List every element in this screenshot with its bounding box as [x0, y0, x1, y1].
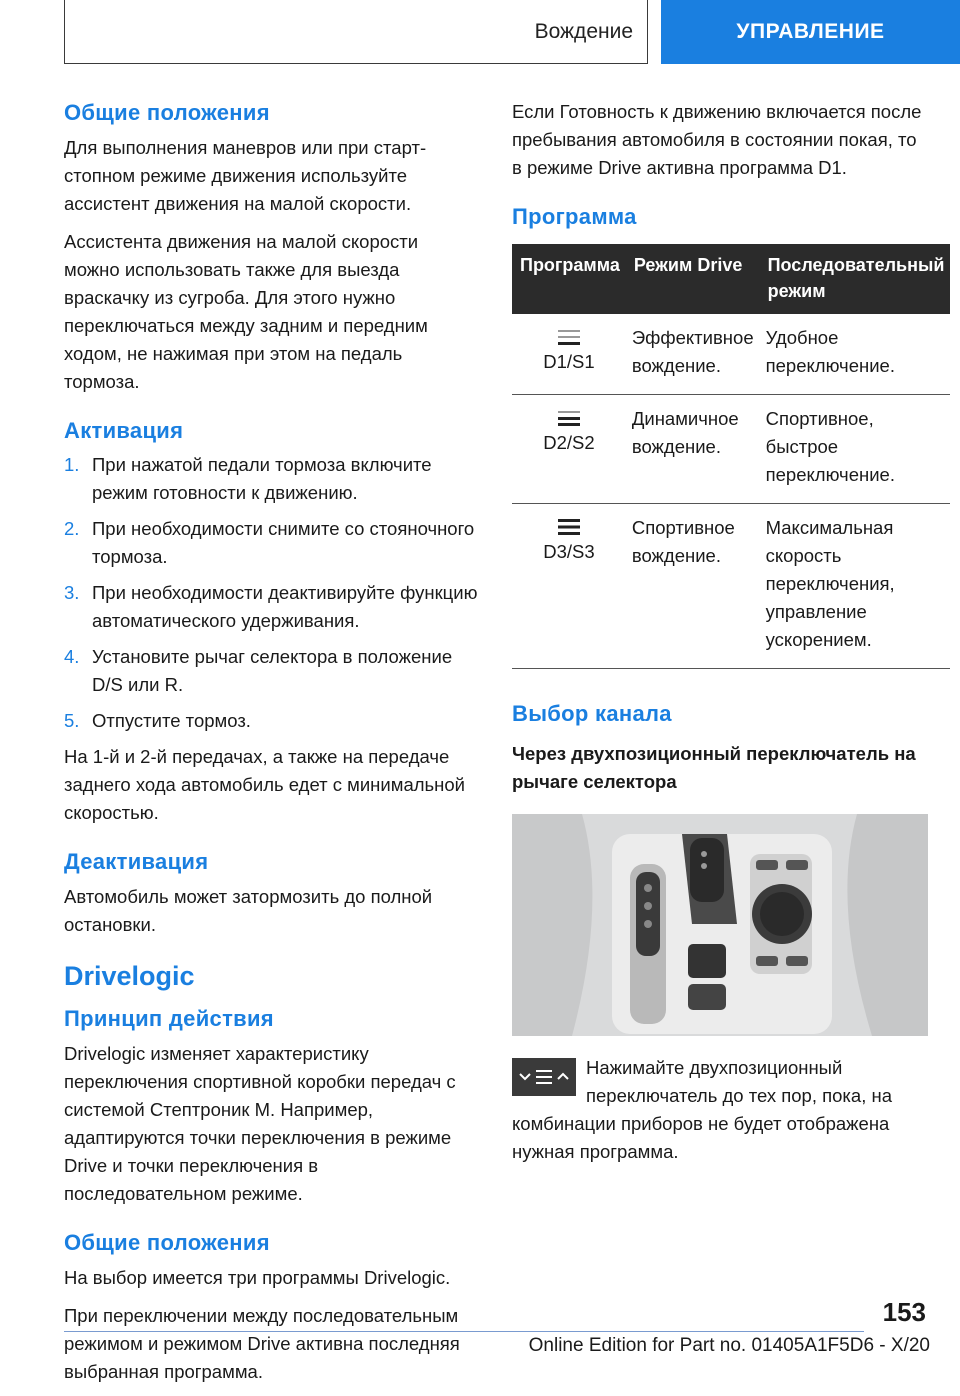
- list-item: [64, 707, 478, 735]
- list-item: [64, 515, 478, 571]
- paragraph: На выбор имеется три программы Drivelogic.: [64, 1266, 451, 1288]
- footer-divider: [64, 1331, 864, 1332]
- program-code: D1/S1: [543, 350, 595, 372]
- drive-mode-cell: Эффективное вождение.: [626, 314, 760, 395]
- step-number: 5.: [64, 710, 80, 732]
- section-tab: [64, 0, 648, 64]
- step-text: При необходимости снимите со стояночного тормоза.: [92, 518, 475, 568]
- list-item: [64, 451, 478, 507]
- page-number: 153: [882, 1297, 926, 1327]
- paragraph: Если Готовность к движению включается после пребывания автомобиля в состоянии покая, то в режиме Drive активна программа D1.: [512, 101, 922, 178]
- heading-principle: Принцип действия: [64, 1006, 274, 1032]
- step-text: При необходимости деактивируйте функцию автоматического удерживания.: [92, 582, 478, 632]
- heading-program: Программа: [512, 204, 637, 229]
- drive-mode-cell: Спортивное вождение.: [626, 503, 760, 668]
- section-title: Вождение: [534, 19, 633, 43]
- drive-mode-cell: Динамичное вождение.: [626, 394, 760, 503]
- sequential-mode-cell: Удобное переключение.: [760, 314, 951, 395]
- footer-edition: Online Edition for Part no. 01405A1F5D6 - X/20: [528, 1335, 930, 1356]
- heading-drivelogic: Drivelogic: [64, 961, 195, 992]
- paragraph: Drivelogic изменяет характеристику переключения спортивной коробки передач с системой Стептроник M. Например, адаптируются точки переключения в режиме Drive и точки переключения в последовательном режиме.: [64, 1042, 456, 1204]
- right-column: [512, 98, 945, 1176]
- drivelogic-2-icon: [556, 407, 582, 429]
- table-row: [512, 503, 950, 668]
- chapter-tab: [661, 0, 960, 64]
- table-row: [512, 314, 950, 395]
- paragraph: Для выполнения маневров или при старт-стопном режиме движения используйте ассистент движения на малой скорости.: [64, 136, 427, 214]
- list-item: [64, 579, 478, 635]
- step-text: При нажатой педали тормоза включите режим готовности к движению.: [92, 454, 432, 504]
- subheading-switch: Через двухпозиционный переключатель на рычаге селектора: [512, 743, 916, 793]
- drivelogic-switch-icon: [512, 1058, 576, 1096]
- paragraph: На 1-й и 2-й передачах, а также на передаче заднего хода автомобиль едет с минимальной скоростью.: [64, 746, 466, 824]
- table-row: [512, 394, 950, 503]
- table-header-row: [512, 244, 950, 314]
- heading-channel: Выбор канала: [512, 700, 672, 726]
- chapter-title: УПРАВЛЕНИЕ: [736, 20, 885, 43]
- list-item: [64, 643, 478, 699]
- gear-selector-photo: [512, 814, 928, 1036]
- column-header: Режим Drive: [626, 244, 760, 314]
- sequential-mode-cell: Максимальная скорость переключения, управление ускорением.: [760, 503, 951, 668]
- paragraph: При переключении между последовательным режимом и режимом Drive активна последняя выбранная программа.: [64, 1304, 460, 1382]
- heading-general: Общие положения: [64, 100, 270, 125]
- column-header: Последовательный режим: [760, 244, 951, 314]
- heading-activation: Активация: [64, 417, 184, 443]
- step-text: Установите рычаг селектора в положение D/S или R.: [92, 646, 453, 696]
- paragraph: Ассистента движения на малой скорости можно использовать также для выезда враскачку из сугроба. Для этого нужно переключаться между задним и передним ходом, не нажимая при этом на педаль тормоза.: [64, 230, 428, 392]
- drivelogic-3-icon: [556, 516, 582, 538]
- program-table: [512, 244, 950, 669]
- drivelogic-1-icon: [556, 326, 582, 348]
- left-column: [64, 98, 478, 1396]
- column-header: Программа: [512, 244, 626, 314]
- step-number: 4.: [64, 646, 80, 668]
- step-number: 2.: [64, 518, 80, 540]
- heading-deactivation: Деактивация: [64, 849, 209, 875]
- step-text: Отпустите тормоз.: [92, 710, 251, 732]
- paragraph: Нажимайте двухпозиционный переключатель до тех пор, пока, на комбинации приборов не будет отображена нужная программа.: [512, 1057, 892, 1163]
- paragraph: Автомобиль может затормозить до полной остановки.: [64, 886, 433, 936]
- step-number: 3.: [64, 582, 80, 604]
- program-code: D2/S2: [543, 431, 595, 453]
- program-code: D3/S3: [543, 540, 595, 562]
- step-number: 1.: [64, 454, 80, 476]
- sequential-mode-cell: Спортивное, быстрое переключение.: [760, 394, 951, 503]
- activation-steps: [64, 451, 478, 735]
- heading-general-2: Общие положения: [64, 1229, 270, 1255]
